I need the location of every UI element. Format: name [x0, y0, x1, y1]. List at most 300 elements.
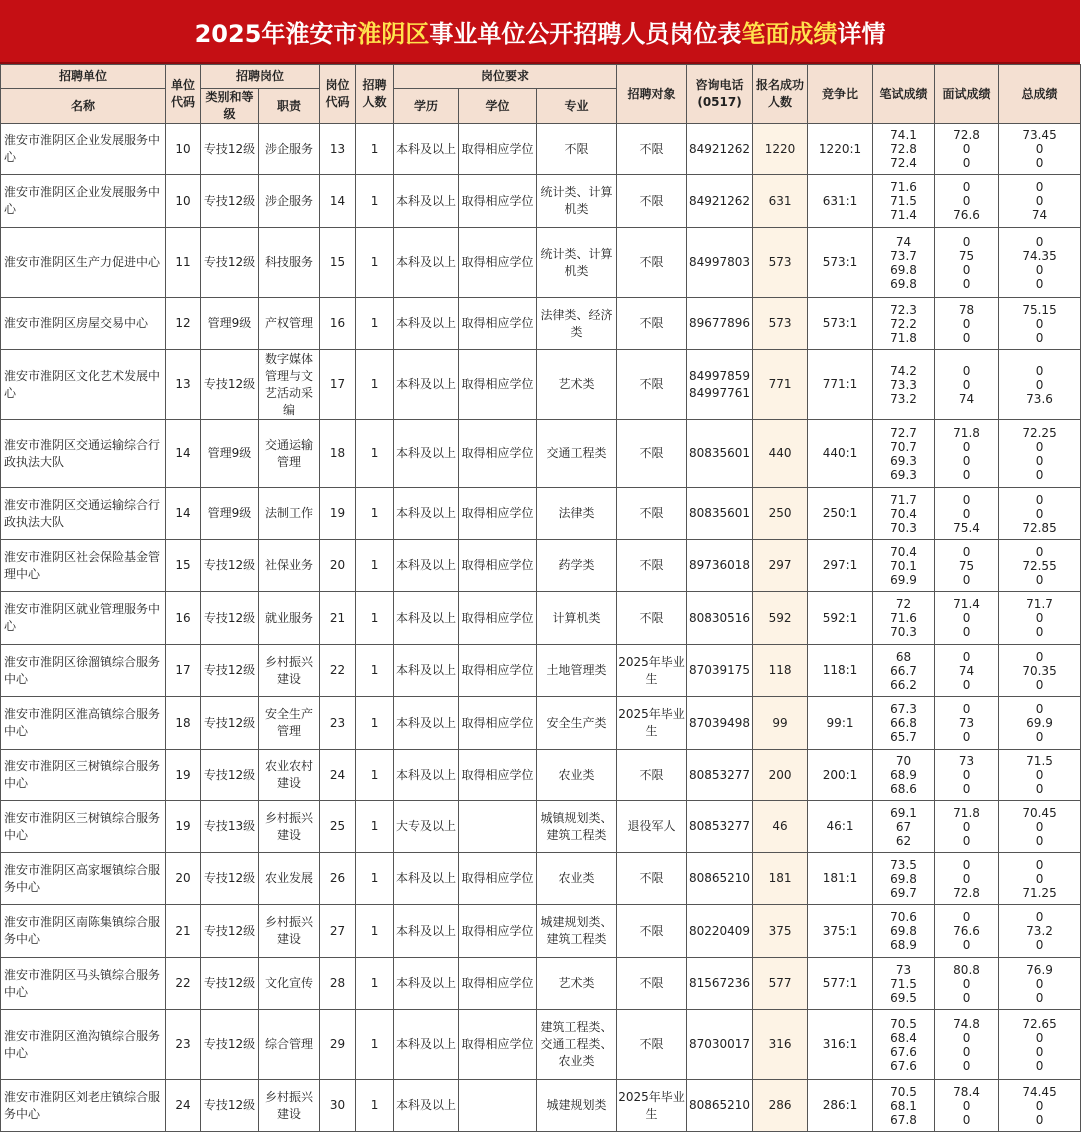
post-level-cell: 专技12级 [201, 1010, 259, 1080]
total-score: 0 [1035, 768, 1044, 782]
interview-score: 0 [962, 194, 971, 208]
written-score: 70.5 [890, 1084, 917, 1099]
total-score: 0 [1035, 1030, 1044, 1045]
total-score: 73.6 [1026, 391, 1053, 406]
header-post-group: 招聘岗位 [201, 65, 320, 89]
post-level-cell: 管理9级 [201, 298, 259, 350]
written-score: 71.8 [890, 330, 917, 345]
interview-scores-cell [935, 420, 999, 488]
written-score: 65.7 [890, 730, 917, 744]
major-cell: 农业类 [537, 750, 617, 801]
unit-name-cell: 淮安市淮阴区三树镇综合服务中心 [1, 750, 166, 801]
total-score: 71.5 [1026, 754, 1053, 768]
post-level-cell: 专技12级 [201, 350, 259, 420]
phone-cell: 84997803 [687, 228, 753, 298]
written-score: 68.4 [890, 1030, 917, 1045]
written-score: 72.3 [890, 302, 917, 317]
hire-count-cell: 1 [356, 540, 394, 592]
table-row [1, 124, 1081, 175]
education-cell: 本科及以上 [394, 228, 459, 298]
competition-ratio-cell: 771:1 [808, 350, 873, 420]
interview-scores-cell [935, 1010, 999, 1080]
unit-name-cell: 淮安市淮阴区徐溜镇综合服务中心 [1, 645, 166, 697]
unit-name-cell: 淮安市淮阴区淮高镇综合服务中心 [1, 697, 166, 750]
hire-count-cell: 1 [356, 1080, 394, 1132]
total-scores-cell [999, 645, 1081, 697]
total-scores-cell [999, 540, 1081, 592]
phone-cell: 87039498 [687, 697, 753, 750]
post-duty-cell: 法制工作 [259, 488, 320, 540]
phone-cell: 84921262 [687, 124, 753, 175]
post-code-cell: 16 [320, 298, 356, 350]
table-row [1, 1080, 1081, 1132]
post-duty-cell: 就业服务 [259, 592, 320, 645]
total-score: 0 [1035, 782, 1044, 796]
written-score: 71.5 [890, 194, 917, 208]
degree-cell: 取得相应学位 [459, 958, 537, 1010]
interview-score: 72.8 [953, 885, 980, 900]
written-scores-cell [873, 750, 935, 801]
competition-ratio-cell: 1220:1 [808, 124, 873, 175]
applicant-count-cell: 573 [753, 298, 808, 350]
recruit-target-cell: 不限 [617, 905, 687, 958]
title-prefix: 2025年淮安市 [194, 19, 358, 48]
header-post-duty: 职责 [259, 89, 320, 124]
phone-cell: 87030017 [687, 1010, 753, 1080]
unit-code-cell: 24 [166, 1080, 201, 1132]
interview-score: 0 [962, 262, 971, 277]
written-score: 69.3 [890, 467, 917, 482]
applicant-count-cell: 375 [753, 905, 808, 958]
header-major: 专业 [537, 89, 617, 124]
total-scores-cell [999, 228, 1081, 298]
total-score: 74.35 [1022, 248, 1057, 263]
written-score: 68.1 [890, 1098, 917, 1113]
header-target: 招聘对象 [617, 65, 687, 124]
post-code-cell: 27 [320, 905, 356, 958]
total-score: 70.35 [1022, 663, 1057, 678]
total-scores-cell [999, 175, 1081, 228]
competition-ratio-cell: 286:1 [808, 1080, 873, 1132]
written-scores-cell [873, 488, 935, 540]
post-duty-cell: 科技服务 [259, 228, 320, 298]
applicant-count-cell: 592 [753, 592, 808, 645]
written-score: 73.5 [890, 857, 917, 872]
interview-score: 0 [962, 180, 971, 194]
recruit-target-cell: 不限 [617, 175, 687, 228]
total-scores-cell [999, 350, 1081, 420]
total-scores-cell [999, 1080, 1081, 1132]
written-score: 67.6 [890, 1058, 917, 1073]
interview-score: 71.8 [953, 805, 980, 820]
written-scores-cell [873, 958, 935, 1010]
post-duty-cell: 涉企服务 [259, 124, 320, 175]
unit-code-cell: 20 [166, 853, 201, 905]
title-highlight: 笔面成绩 [741, 19, 838, 48]
post-duty-cell: 乡村振兴建设 [259, 905, 320, 958]
header-edu: 学历 [394, 89, 459, 124]
interview-score: 0 [962, 142, 971, 156]
interview-score: 78 [958, 302, 975, 317]
hire-count-cell: 1 [356, 420, 394, 488]
total-score: 0 [1035, 262, 1044, 277]
table-row [1, 1010, 1081, 1080]
written-score: 67.8 [890, 1112, 917, 1127]
total-score: 0 [1035, 976, 1044, 991]
written-score: 72 [895, 597, 912, 611]
total-score: 0 [1035, 377, 1044, 392]
written-score: 67.3 [890, 702, 917, 716]
unit-name-cell: 淮安市淮阴区交通运输综合行政执法大队 [1, 420, 166, 488]
phone-cell: 80865210 [687, 1080, 753, 1132]
major-cell: 不限 [537, 124, 617, 175]
post-code-cell: 21 [320, 592, 356, 645]
total-scores-cell [999, 905, 1081, 958]
interview-score: 0 [962, 1044, 971, 1059]
unit-name-cell: 淮安市淮阴区高家堰镇综合服务中心 [1, 853, 166, 905]
written-scores-cell [873, 905, 935, 958]
interview-score: 75.4 [953, 520, 980, 535]
interview-score: 0 [962, 330, 971, 345]
interview-score: 0 [962, 467, 971, 482]
degree-cell: 取得相应学位 [459, 488, 537, 540]
total-score: 0 [1035, 871, 1044, 886]
total-score: 73.2 [1026, 924, 1053, 938]
post-duty-cell: 综合管理 [259, 1010, 320, 1080]
hire-count-cell: 1 [356, 124, 394, 175]
post-duty-cell: 农业农村建设 [259, 750, 320, 801]
unit-code-cell: 19 [166, 801, 201, 853]
education-cell: 本科及以上 [394, 298, 459, 350]
written-scores-cell [873, 1080, 935, 1132]
interview-score: 0 [962, 1112, 971, 1127]
post-duty-cell: 农业发展 [259, 853, 320, 905]
interview-score: 0 [962, 976, 971, 991]
total-score: 69.9 [1026, 716, 1053, 730]
header-post-code: 岗位代码 [320, 65, 356, 124]
total-scores-cell [999, 697, 1081, 750]
total-score: 70.45 [1022, 805, 1057, 820]
total-score: 0 [1035, 467, 1044, 482]
total-score: 0 [1035, 506, 1044, 521]
total-score: 0 [1035, 1044, 1044, 1059]
total-score: 0 [1035, 572, 1044, 587]
total-score: 0 [1035, 330, 1044, 345]
post-code-cell: 24 [320, 750, 356, 801]
post-level-cell: 专技12级 [201, 1080, 259, 1132]
major-cell: 安全生产类 [537, 697, 617, 750]
recruit-target-cell: 不限 [617, 540, 687, 592]
hire-count-cell: 1 [356, 750, 394, 801]
total-scores-cell [999, 801, 1081, 853]
applicant-count-cell: 1220 [753, 124, 808, 175]
written-score: 70.6 [890, 910, 917, 924]
education-cell: 本科及以上 [394, 124, 459, 175]
written-score: 73.3 [890, 377, 917, 392]
written-score: 62 [895, 833, 912, 848]
post-level-cell: 专技12级 [201, 124, 259, 175]
written-score: 69.5 [890, 990, 917, 1005]
education-cell: 本科及以上 [394, 1010, 459, 1080]
post-code-cell: 18 [320, 420, 356, 488]
post-level-cell: 专技12级 [201, 750, 259, 801]
education-cell: 大专及以上 [394, 801, 459, 853]
degree-cell: 取得相应学位 [459, 540, 537, 592]
interview-score: 0 [962, 492, 971, 507]
table-body [1, 124, 1081, 1132]
hire-count-cell: 1 [356, 592, 394, 645]
competition-ratio-cell: 592:1 [808, 592, 873, 645]
unit-code-cell: 19 [166, 750, 201, 801]
competition-ratio-cell: 577:1 [808, 958, 873, 1010]
unit-name-cell: 淮安市淮阴区交通运输综合行政执法大队 [1, 488, 166, 540]
interview-score: 76.6 [953, 924, 980, 938]
total-score: 0 [1035, 234, 1044, 249]
post-code-cell: 22 [320, 645, 356, 697]
written-score: 71.7 [890, 492, 917, 507]
post-level-cell: 专技12级 [201, 958, 259, 1010]
competition-ratio-cell: 250:1 [808, 488, 873, 540]
written-scores-cell [873, 175, 935, 228]
post-duty-cell: 数字媒体管理与文艺活动采编 [259, 350, 320, 420]
written-score: 69.8 [890, 276, 917, 291]
written-score: 70.1 [890, 558, 917, 573]
post-level-cell: 专技12级 [201, 697, 259, 750]
written-scores-cell [873, 645, 935, 697]
education-cell: 本科及以上 [394, 853, 459, 905]
written-scores-cell [873, 540, 935, 592]
total-score: 0 [1035, 625, 1044, 639]
degree-cell: 取得相应学位 [459, 228, 537, 298]
total-score: 72.55 [1022, 558, 1057, 573]
applicant-count-cell: 118 [753, 645, 808, 697]
post-code-cell: 20 [320, 540, 356, 592]
post-code-cell: 13 [320, 124, 356, 175]
competition-ratio-cell: 46:1 [808, 801, 873, 853]
unit-code-cell: 13 [166, 350, 201, 420]
degree-cell: 取得相应学位 [459, 853, 537, 905]
total-score: 0 [1035, 1098, 1044, 1113]
total-scores-cell [999, 298, 1081, 350]
interview-scores-cell [935, 1080, 999, 1132]
recruit-target-cell: 2025年毕业生 [617, 1080, 687, 1132]
written-score: 70.4 [890, 544, 917, 559]
table-row [1, 350, 1081, 420]
education-cell: 本科及以上 [394, 592, 459, 645]
page-title [0, 0, 1080, 64]
written-score: 69.8 [890, 924, 917, 938]
interview-score: 74 [958, 663, 975, 678]
written-score: 66.8 [890, 716, 917, 730]
total-score: 0 [1035, 990, 1044, 1005]
unit-name-cell: 淮安市淮阴区马头镇综合服务中心 [1, 958, 166, 1010]
written-score: 70.5 [890, 1016, 917, 1031]
interview-scores-cell [935, 124, 999, 175]
hire-count-cell: 1 [356, 350, 394, 420]
applicant-count-cell: 440 [753, 420, 808, 488]
post-duty-cell: 涉企服务 [259, 175, 320, 228]
major-cell: 土地管理类 [537, 645, 617, 697]
written-score: 69.3 [890, 453, 917, 468]
written-score: 71.6 [890, 611, 917, 625]
recruitment-table [0, 64, 1081, 1132]
post-code-cell: 26 [320, 853, 356, 905]
header-applicants: 报名成功人数 [753, 65, 808, 124]
degree-cell: 取得相应学位 [459, 298, 537, 350]
table-row [1, 697, 1081, 750]
phone-cell: 89677896 [687, 298, 753, 350]
written-score: 74.1 [890, 128, 917, 142]
interview-score: 0 [962, 625, 971, 639]
major-cell: 城建规划类、建筑工程类 [537, 905, 617, 958]
education-cell: 本科及以上 [394, 420, 459, 488]
degree-cell [459, 1080, 537, 1132]
table-row [1, 853, 1081, 905]
education-cell: 本科及以上 [394, 905, 459, 958]
header-ratio: 竞争比 [808, 65, 873, 124]
total-score: 0 [1035, 180, 1044, 194]
total-scores-cell [999, 488, 1081, 540]
recruit-target-cell: 不限 [617, 420, 687, 488]
unit-name-cell: 淮安市淮阴区企业发展服务中心 [1, 175, 166, 228]
total-score: 72.65 [1022, 1016, 1057, 1031]
degree-cell: 取得相应学位 [459, 420, 537, 488]
unit-code-cell: 12 [166, 298, 201, 350]
written-scores-cell [873, 350, 935, 420]
written-scores-cell [873, 124, 935, 175]
hire-count-cell: 1 [356, 958, 394, 1010]
unit-code-cell: 14 [166, 488, 201, 540]
unit-code-cell: 17 [166, 645, 201, 697]
total-score: 0 [1035, 156, 1044, 170]
title-district: 淮阴区 [357, 19, 430, 48]
interview-score: 0 [962, 316, 971, 331]
written-score: 68 [895, 649, 912, 664]
interview-score: 71.8 [953, 425, 980, 440]
hire-count-cell: 1 [356, 853, 394, 905]
post-level-cell: 管理9级 [201, 420, 259, 488]
recruit-target-cell: 不限 [617, 350, 687, 420]
interview-scores-cell [935, 350, 999, 420]
competition-ratio-cell: 118:1 [808, 645, 873, 697]
total-score: 0 [1035, 439, 1044, 454]
hire-count-cell: 1 [356, 175, 394, 228]
written-scores-cell [873, 228, 935, 298]
total-score: 74 [1031, 208, 1048, 222]
interview-score: 0 [962, 768, 971, 782]
major-cell: 药学类 [537, 540, 617, 592]
unit-name-cell: 淮安市淮阴区渔沟镇综合服务中心 [1, 1010, 166, 1080]
interview-score: 76.6 [953, 208, 980, 222]
written-score: 70 [895, 754, 912, 768]
unit-code-cell: 16 [166, 592, 201, 645]
interview-score: 0 [962, 439, 971, 454]
total-score: 0 [1035, 938, 1044, 952]
unit-name-cell: 淮安市淮阴区南陈集镇综合服务中心 [1, 905, 166, 958]
written-score: 70.3 [890, 625, 917, 639]
total-score: 72.85 [1022, 520, 1057, 535]
education-cell: 本科及以上 [394, 645, 459, 697]
total-score: 0 [1035, 544, 1044, 559]
written-score: 73 [895, 962, 912, 977]
degree-cell: 取得相应学位 [459, 592, 537, 645]
degree-cell: 取得相应学位 [459, 1010, 537, 1080]
total-score: 0 [1035, 611, 1044, 625]
major-cell: 法律类、经济类 [537, 298, 617, 350]
written-score: 70.7 [890, 439, 917, 454]
education-cell: 本科及以上 [394, 697, 459, 750]
recruit-target-cell: 不限 [617, 228, 687, 298]
unit-code-cell: 10 [166, 175, 201, 228]
written-score: 72.8 [890, 142, 917, 156]
phone-cell: 80220409 [687, 905, 753, 958]
post-duty-cell: 社保业务 [259, 540, 320, 592]
written-score: 74 [895, 234, 912, 249]
post-duty-cell: 文化宣传 [259, 958, 320, 1010]
total-scores-cell [999, 124, 1081, 175]
header-interview: 面试成绩 [935, 65, 999, 124]
hire-count-cell: 1 [356, 298, 394, 350]
degree-cell: 取得相应学位 [459, 697, 537, 750]
table-row [1, 750, 1081, 801]
interview-scores-cell [935, 228, 999, 298]
post-duty-cell: 乡村振兴建设 [259, 1080, 320, 1132]
interview-score: 0 [962, 506, 971, 521]
total-score: 0 [1035, 142, 1044, 156]
interview-score: 0 [962, 363, 971, 378]
education-cell: 本科及以上 [394, 958, 459, 1010]
phone-cell: 80865210 [687, 853, 753, 905]
post-level-cell: 专技12级 [201, 228, 259, 298]
written-score: 71.6 [890, 180, 917, 194]
post-duty-cell: 交通运输管理 [259, 420, 320, 488]
major-cell: 交通工程类 [537, 420, 617, 488]
unit-name-cell: 淮安市淮阴区三树镇综合服务中心 [1, 801, 166, 853]
degree-cell: 取得相应学位 [459, 645, 537, 697]
total-score: 76.9 [1026, 962, 1053, 977]
interview-score: 75 [958, 558, 975, 573]
written-score: 69.8 [890, 262, 917, 277]
post-level-cell: 专技13级 [201, 801, 259, 853]
phone-cell: 87039175 [687, 645, 753, 697]
header-total: 总成绩 [999, 65, 1081, 124]
total-score: 0 [1035, 857, 1044, 872]
written-score: 71.5 [890, 976, 917, 991]
degree-cell: 取得相应学位 [459, 175, 537, 228]
header-post-level: 类别和等级 [201, 89, 259, 124]
total-score: 74.45 [1022, 1084, 1057, 1099]
interview-score: 73 [958, 716, 975, 730]
interview-score: 0 [962, 572, 971, 587]
written-score: 67 [895, 819, 912, 834]
total-score: 71.25 [1022, 885, 1057, 900]
phone-cell: 81567236 [687, 958, 753, 1010]
phone-cell: 89736018 [687, 540, 753, 592]
phone-cell: 80853277 [687, 801, 753, 853]
competition-ratio-cell: 99:1 [808, 697, 873, 750]
degree-cell: 取得相应学位 [459, 905, 537, 958]
applicant-count-cell: 316 [753, 1010, 808, 1080]
post-duty-cell: 乡村振兴建设 [259, 801, 320, 853]
total-score: 0 [1035, 730, 1044, 744]
applicant-count-cell: 771 [753, 350, 808, 420]
major-cell: 建筑工程类、交通工程类、农业类 [537, 1010, 617, 1080]
phone-cell: 84997859 84997761 [687, 350, 753, 420]
unit-name-cell: 淮安市淮阴区生产力促进中心 [1, 228, 166, 298]
degree-cell: 取得相应学位 [459, 750, 537, 801]
total-score: 0 [1035, 833, 1044, 848]
recruit-target-cell: 不限 [617, 488, 687, 540]
